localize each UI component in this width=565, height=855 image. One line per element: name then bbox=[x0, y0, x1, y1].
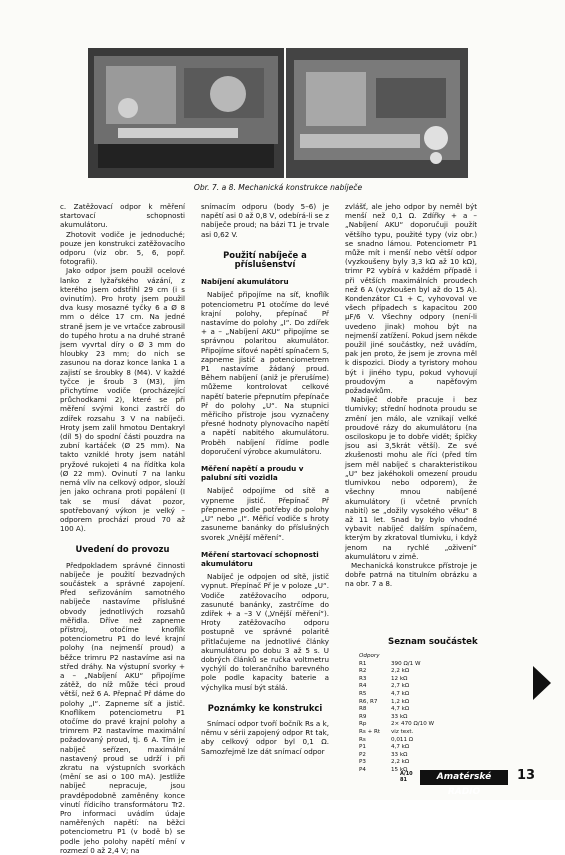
part-designator: Rp bbox=[359, 721, 367, 728]
next-page-arrow-icon bbox=[533, 666, 551, 700]
paragraph: Nabíječ připojíme na síť, knoflík potenciometru P1 otočíme do levé krajní polohy, přepínač Př nastavíme do polohy „I“. Do zdířek + a – „Nabíjení AKU“ připojíme se správnou polaritou akumulátor. Připojíme síťové napětí spínačem S, zapneme jistič a potenciometrem P1 nastavíme žádaný proud. Během nabíjení (aniž je přerušíme) můžeme kontrolovat celkové napětí baterie přepnutím přepínače Př do polohy „U“. Na stupnici měřicího přístroje jsou vyznačeny přesné hodnoty plynovacího napětí a napětí nabitého akumulátoru. Proběh nabíjení řídíme podle doporučení výrobce akumulátoru. bbox=[201, 290, 329, 456]
text-column-3 bbox=[345, 202, 477, 589]
paragraph: Zhotovit vodiče je jednoduché; pouze jen konstrukci zatěžovacího odporu (viz obr. 5, 6, popř. fotografii). bbox=[60, 229, 185, 267]
paragraph: Jako odpor jsem použil ocelové lanko z lyžařského vázání, z kterého jsem odstřihl 29 cm (i s ovinutím). Pro hroty jsem použil dva kusy mosazné tyčky 6 a Ø 8 mm o délce 17 cm. Na jedné straně jsem je ve vrtačce zabrousil do tupého hrotu a na druhé straně jsem vyvrtal díry o Ø 3 mm do hloubky 23 mm; do nich se zasunou na doraz konce lanka 1 a zajistí se šroubky 8 (M4). V každé tyčce je šroub 3 (M3), jím přichytíme vodiče (procházející průchodkami 2), které se při měření svými konci zastrčí do zdířek rozsahu 3 V na nabíječi. Hroty jsem zalil hmotou Dentakryl (díl 5) do spodní části pouzdra na zubní kartáček (Ø 25 mm). Na takto vzniklé hroty jsem natáhl pryžové rukojeti 4 na řídítka kola (Ø 22 mm). Ovinutí 7 na lanku nemá vliv na celkový odpor, slouží jen jako ochrana proti popálení (I tak se musí dávat pozor, spotřebovaný výkon je velký – odporem prochází proud 70 až 100 A). bbox=[60, 266, 185, 534]
parts-list-row bbox=[359, 676, 479, 684]
paragraph: Nabíječ je odpojen od sítě, jistič vypnut. Přepínač Př je v poloze „U“. Vodiče zatěžovacího odporu, zasunuté banánky, zastrčíme do zdířek + a –3 V („Vnější měření“). Hroty zatěžovacího odporu postupně ve správné polaritě přitlačujeme na jednotlivé články akumulátoru po dobu 3 až 5 s. U dobrých článků se ručka voltmetru vychýlí do tolerančního barevného pole podle kapacity baterie a výchylka musí být stálá. bbox=[201, 572, 329, 692]
part-designator: P3 bbox=[359, 759, 366, 766]
part-value: 4,7 kΩ bbox=[391, 706, 410, 713]
part-designator: Rs bbox=[359, 736, 366, 743]
parts-list-row bbox=[359, 744, 479, 752]
part-value: 4,7 kΩ bbox=[391, 690, 410, 697]
part-designator: R9 bbox=[359, 713, 367, 720]
paragraph: Nabíječ odpojíme od sítě a vypneme jistič. Přepínač Př přepneme podle potřeby do polohy „U“ nebo „I“. Měřicí vodiče s hroty zasuneme banánky do příslušných svorek „Vnější měření“. bbox=[201, 486, 329, 542]
parts-list bbox=[359, 653, 479, 775]
parts-list-row bbox=[359, 737, 479, 745]
issue-label: A/10 81 bbox=[400, 771, 413, 783]
subsection-heading: Měření napětí a proudu v palubní síti vozidla bbox=[201, 464, 304, 483]
subsection-heading: Nabíjení akumulátoru bbox=[201, 277, 289, 287]
parts-list-row bbox=[359, 699, 479, 707]
part-value: 2× 470 Ω/10 W bbox=[391, 721, 435, 728]
paragraph: Nabíječ dobře pracuje i bez tlumivky; střední hodnota proudu se změní jen málo, ale vznikají velké proudové rázy do akumulátoru (na osciloskopu je to dobře vidět; špičky jsou asi 3,5krát větší). Ze své zkušenosti mohu ale říci (před tím jsem měl nabíječ s charakteristikou „U“ bez jakéhokoli omezení proudu tlumivkou nebo odporem), že všechny mnou nabíjené akumulátory (i včetně prvních nabití) se „dožily vysokého věku“ 8 až 11 let. Snad by bylo vhodné vybavit nabíječ dalším spínačem, kterým by zkratoval tlumivku, i když jenom na rychlé „oživení“ akumulátoru v zimě. bbox=[345, 395, 477, 561]
text-column-1 bbox=[60, 202, 185, 855]
section-heading: Použití nabíječe a příslušenství bbox=[223, 249, 307, 270]
part-designator: P4 bbox=[359, 766, 366, 773]
figure-caption: Obr. 7. a 8. Mechanická konstrukce nabíječe bbox=[193, 183, 363, 192]
parts-list-row bbox=[359, 691, 479, 699]
part-value: 390 Ω/1 W bbox=[391, 660, 421, 667]
section-heading: Uvedení do provozu bbox=[75, 544, 170, 555]
part-value: 33 kΩ bbox=[391, 713, 408, 720]
part-designator: Rs + Rt bbox=[359, 728, 381, 735]
part-designator: R1 bbox=[359, 660, 367, 667]
paragraph: snímacím odporu (body 5–6) je napětí asi 0 až 0,8 V, odebírá-li se z nabíječe proud; na bázi T1 je trvale asi 0,62 V. bbox=[201, 202, 329, 239]
part-designator: P1 bbox=[359, 744, 366, 751]
figure-photos bbox=[88, 48, 468, 178]
part-value: 2,2 kΩ bbox=[391, 759, 410, 766]
part-designator: R8 bbox=[359, 706, 367, 713]
photo-charger-front bbox=[88, 48, 284, 178]
section-heading: Poznámky ke konstrukci bbox=[207, 702, 323, 713]
parts-list-title: Seznam součástek bbox=[388, 637, 478, 647]
magazine-logo: Amatérské RADIO bbox=[420, 770, 508, 785]
paragraph: c. Zatěžovací odpor k měření startovací schopnosti akumulátoru. bbox=[60, 202, 185, 230]
parts-list-row bbox=[359, 721, 479, 729]
parts-list-row bbox=[359, 706, 479, 714]
part-designator: R3 bbox=[359, 675, 367, 682]
parts-list-row bbox=[359, 668, 479, 676]
part-designator: P2 bbox=[359, 751, 366, 758]
parts-list-row bbox=[359, 759, 479, 767]
page-number: 13 bbox=[517, 768, 536, 783]
part-value: 12 kΩ bbox=[391, 675, 408, 682]
part-value: 2,2 kΩ bbox=[391, 668, 410, 675]
part-designator: R4 bbox=[359, 683, 367, 690]
paragraph: Předpokladem správné činnosti nabíječe je použití bezvadných součástek a správné zapojení. Před seřizováním samotného nabíječe nastavíme příslušné obvody jednotlivých rozsahů měřidla. Dříve než zapneme přístroj, otočíme knoflík potenciometru P1 do levé krajní polohy (na nejmenší proud) a běžce trimru P2 nastavíme asi na střed dráhy. Na výstupní svorky + a – „Nabíjení AKU“ připojíme zátěž, do níž může téci proud větší, než 6 A. Přepnač Př dáme do polohy „I“. Zapneme síť a jistič. Knoflíkem potenciometru P1 otočíme do pravé krajní polohy a trimrem P2 nastavíme maximální požadovaný proud, tj. 6 A. Tím je nabíječ seřízen, maximální nastavený proud se udrží i při zkratu na výstupních svorkách (mění se asi o 100 mA). Jestliže nabíječ nepracuje, jsou pravděpodobně zaměněny konce vinutí řídicího transformátoru Tr2. Pro informaci uvádím údaje naměřených napětí: na běžci potenciometru P1 (v bodě b) se podle jeho polohy napětí mění v rozmezí 0 až 2,4 V; na bbox=[60, 560, 185, 855]
parts-list-row bbox=[359, 661, 479, 669]
photo-charger-interior bbox=[286, 48, 468, 178]
text-column-2 bbox=[201, 202, 329, 756]
paragraph: Mechanická konstrukce přístroje je dobře patrná na titulním obrázku a na obr. 7 a 8. bbox=[345, 560, 477, 589]
part-designator: R6, R7 bbox=[359, 698, 378, 705]
parts-list-row bbox=[359, 729, 479, 737]
paragraph: Snímací odpor tvoří bočník Rs a k, němu v sérii zapojený odpor Rt tak, aby celkový odpor byl 0,1 Ω. Samozřejmě lze dát snímací odpor bbox=[201, 718, 329, 756]
part-value: 1,2 kΩ bbox=[391, 698, 410, 705]
part-designator: R2 bbox=[359, 668, 367, 675]
part-value: 4,7 kΩ bbox=[391, 744, 410, 751]
part-value: 15 kΩ bbox=[391, 766, 408, 773]
paragraph: zvlášť, ale jeho odpor by neměl být menší než 0,1 Ω. Zdířky + a – „Nabíjení AKU“ doporučuji použít většího typu, použité typy (viz obr.) se snadno lámou. Potenciometr P1 může mít i menší nebo větší odpor (vyzkoušeny byly 3,3 kΩ až 10 kΩ), trimr P2 vybírá v každém případě i při větších maximálních proudech než 6 A (vyzkoušen byl až do 15 A). Kondenzátor C1 + C, vyhovoval ve všech případech s kapacitou 200 µF/6 V. Všechny odpory (není-li uvedeno jinak) mohou být na nejmenší zatížení. Pokud jsem někde použil jiné součástky, než uvádím, pak jen proto, že jsem je zrovna měl k dispozici. Diody a tyristory mohou být i jiného typu, pokud vyhovují proudovým a napěťovým požadavkům. bbox=[345, 202, 477, 396]
parts-list-row bbox=[359, 683, 479, 691]
part-value: viz text. bbox=[391, 728, 414, 735]
part-value: 0,011 Ω bbox=[391, 736, 414, 743]
part-value: 2,7 kΩ bbox=[391, 683, 410, 690]
part-designator: R5 bbox=[359, 690, 367, 697]
parts-list-row bbox=[359, 714, 479, 722]
part-value: 33 kΩ bbox=[391, 751, 408, 758]
parts-list-row bbox=[359, 752, 479, 760]
parts-list-header: Odpory bbox=[359, 653, 380, 659]
subsection-heading: Měření startovací schopnosti akumulátoru bbox=[201, 549, 319, 568]
